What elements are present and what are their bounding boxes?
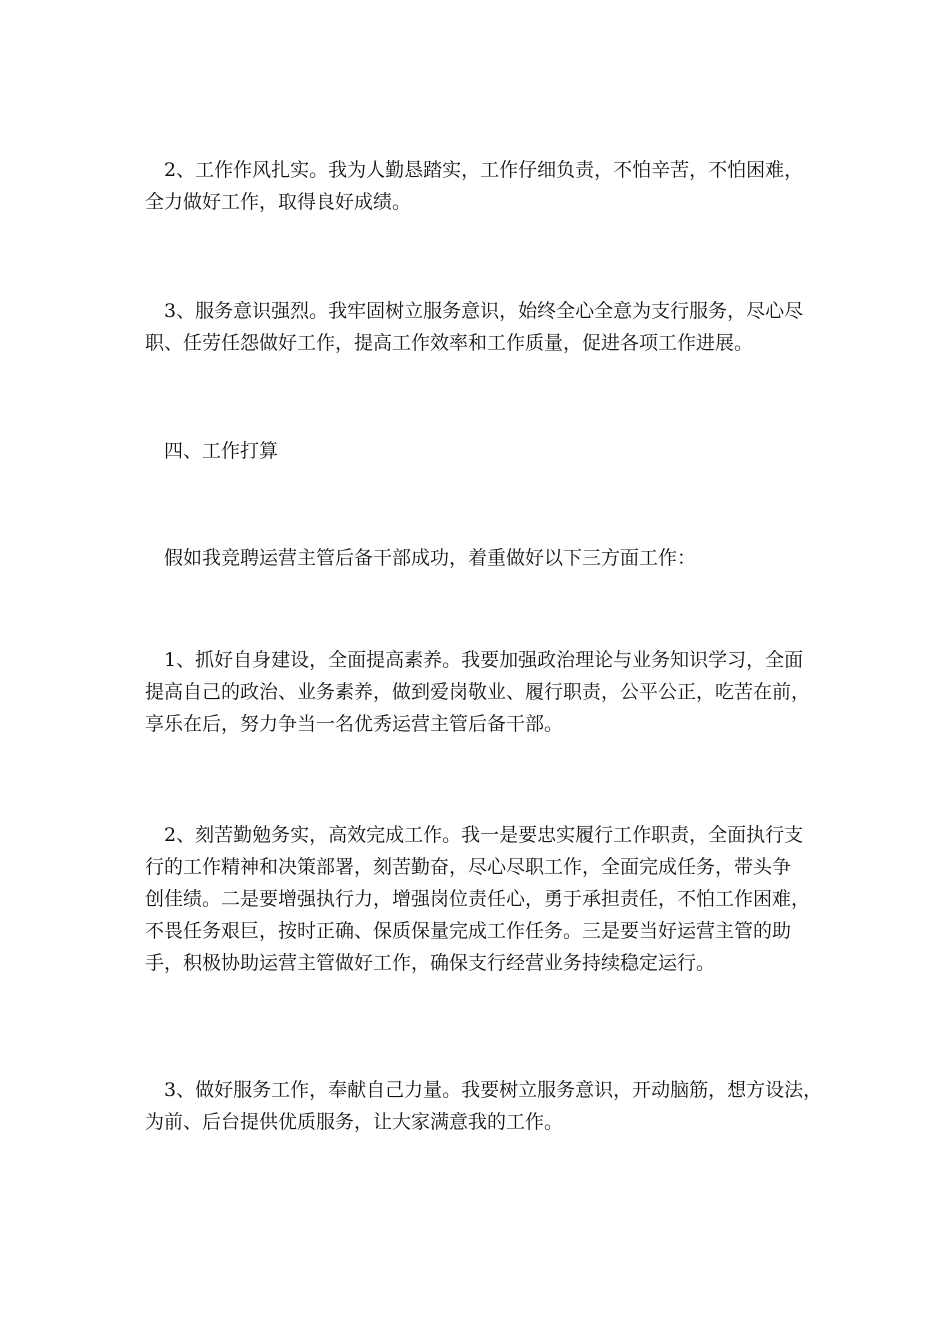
text-line: 全力做好工作，取得良好成绩。 — [145, 191, 412, 213]
text-line: 行的工作精神和决策部署，刻苦勤奋，尽心尽职工作，全面完成任务，带头争 — [145, 856, 792, 878]
text-line: 1、抓好自身建设，全面提高素养。我要加强政治理论与业务知识学习，全面 — [164, 649, 804, 671]
text-line: 假如我竞聘运营主管后备干部成功，着重做好以下三方面工作： — [164, 547, 697, 569]
section-heading-work-plan — [145, 435, 820, 467]
text-line: 2、刻苦勤勉务实，高效完成工作。我一是要忠实履行工作职责，全面执行支 — [164, 824, 804, 846]
text-line: 提高自己的政治、业务素养，做到爱岗敬业、履行职责，公平公正，吃苦在前， — [145, 681, 811, 703]
paragraph-service-awareness — [145, 295, 820, 359]
text-line: 创佳绩。二是要增强执行力，增强岗位责任心，勇于承担责任，不怕工作困难， — [145, 888, 811, 910]
heading-line: 四、工作打算 — [164, 440, 279, 462]
paragraph-work-style — [145, 154, 820, 218]
text-line: 2、工作作风扎实。我为人勤恳踏实，工作仔细负责，不怕辛苦，不怕困难， — [164, 159, 804, 181]
text-line: 手，积极协助运营主管做好工作，确保支行经营业务持续稳定运行。 — [145, 952, 716, 974]
paragraph-intro — [145, 542, 820, 574]
text-line: 为前、后台提供优质服务，让大家满意我的工作。 — [145, 1111, 564, 1133]
paragraph-plan-1 — [145, 644, 820, 740]
text-line: 3、做好服务工作，奉献自己力量。我要树立服务意识，开动脑筋，想方设法， — [164, 1079, 823, 1101]
text-line: 享乐在后，努力争当一名优秀运营主管后备干部。 — [145, 713, 564, 735]
text-line: 不畏任务艰巨，按时正确、保质保量完成工作任务。三是要当好运营主管的助 — [145, 920, 792, 942]
text-line: 3、服务意识强烈。我牢固树立服务意识，始终全心全意为支行服务，尽心尽 — [164, 300, 804, 322]
text-line: 职、任劳任怨做好工作，提高工作效率和工作质量，促进各项工作进展。 — [145, 332, 754, 354]
paragraph-plan-3 — [145, 1074, 823, 1138]
paragraph-plan-2 — [145, 819, 820, 979]
